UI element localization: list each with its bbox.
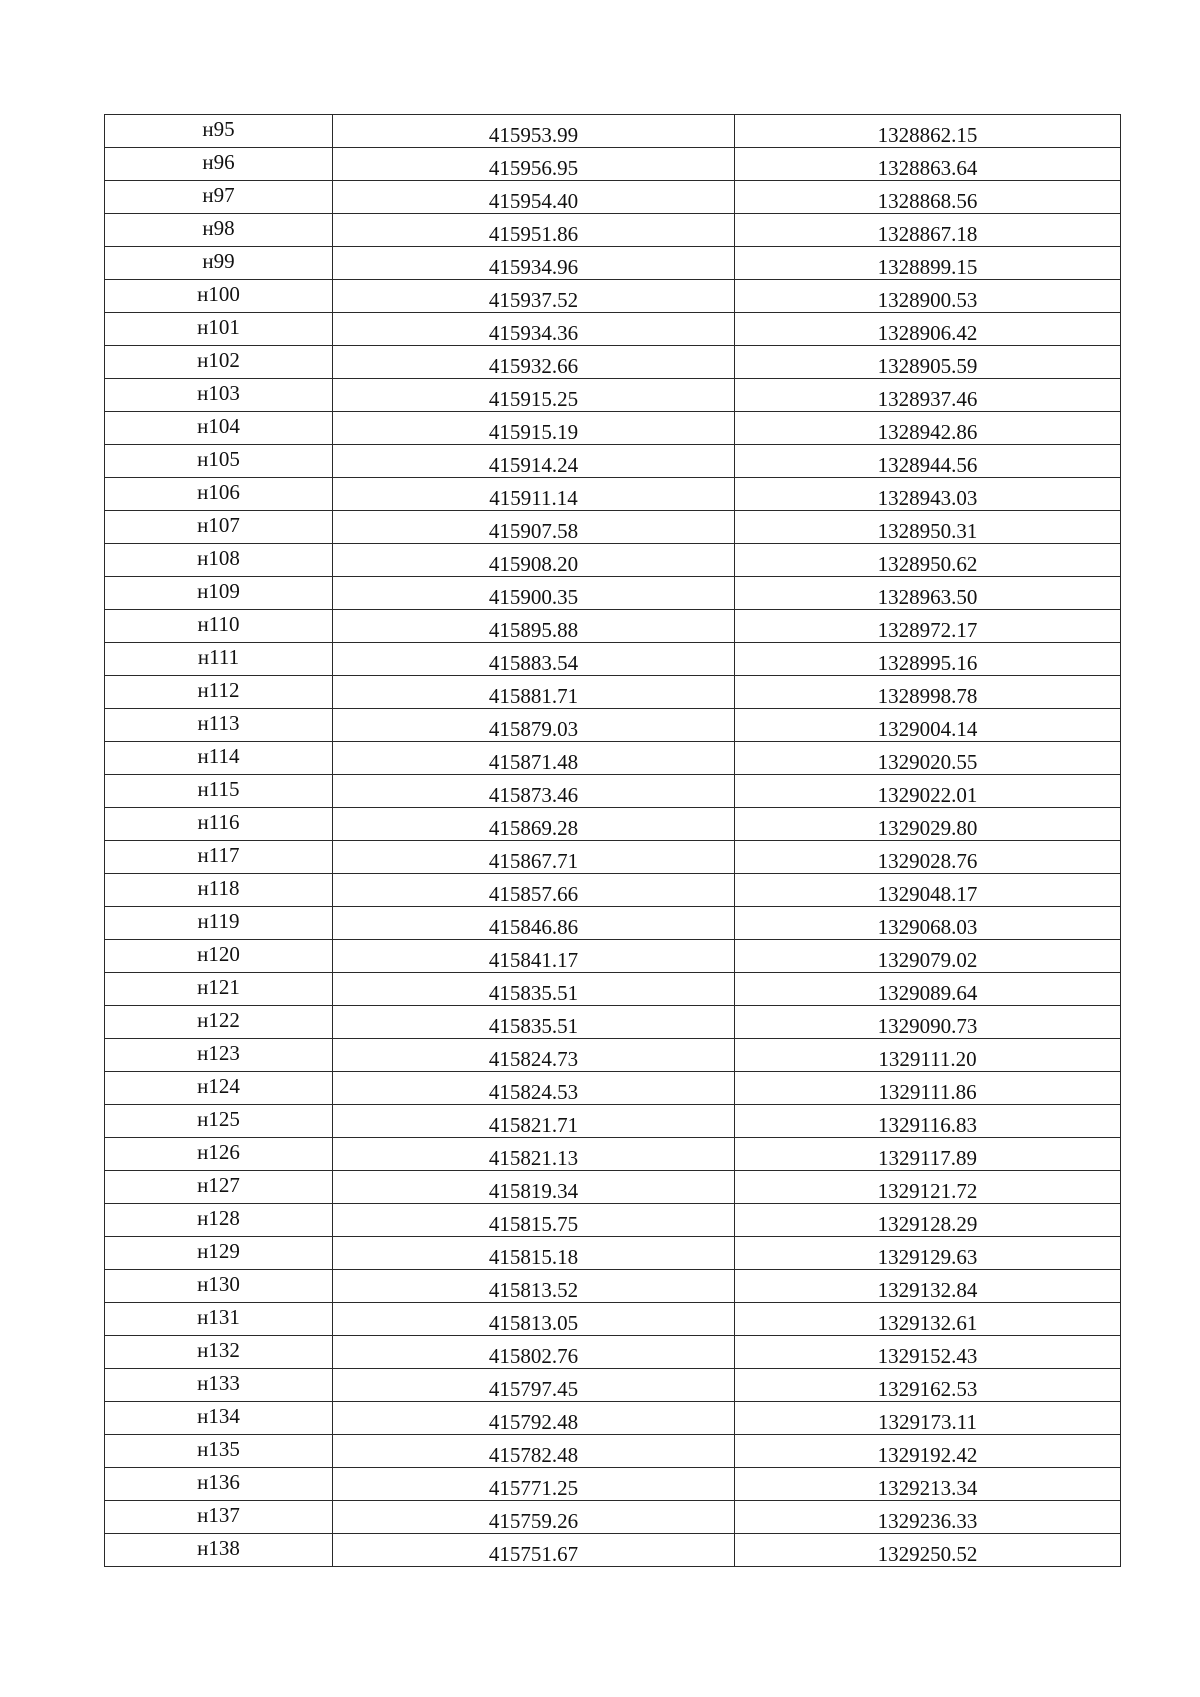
y-coordinate-cell: 1328905.59 [735, 346, 1121, 379]
table-row [105, 1501, 1121, 1534]
y-coordinate-cell: 1329236.33 [735, 1501, 1121, 1534]
table-row [105, 1534, 1121, 1567]
y-coordinate-cell: 1329213.34 [735, 1468, 1121, 1501]
table-row [105, 511, 1121, 544]
x-coordinate-cell: 415937.52 [333, 280, 735, 313]
y-coordinate-cell: 1328906.42 [735, 313, 1121, 346]
y-coordinate-cell: 1329121.72 [735, 1171, 1121, 1204]
x-coordinate-cell: 415883.54 [333, 643, 735, 676]
x-coordinate-cell: 415867.71 [333, 841, 735, 874]
x-coordinate-cell: 415932.66 [333, 346, 735, 379]
y-coordinate-cell: 1329022.01 [735, 775, 1121, 808]
y-coordinate-cell: 1329029.80 [735, 808, 1121, 841]
table-row [105, 280, 1121, 313]
point-number-cell: н131 [105, 1303, 333, 1336]
y-coordinate-cell: 1328998.78 [735, 676, 1121, 709]
x-coordinate-cell: 415914.24 [333, 445, 735, 478]
y-coordinate-cell: 1329089.64 [735, 973, 1121, 1006]
y-coordinate-cell: 1328963.50 [735, 577, 1121, 610]
x-coordinate-cell: 415954.40 [333, 181, 735, 214]
table-row [105, 676, 1121, 709]
table-row [105, 1435, 1121, 1468]
y-coordinate-cell: 1329079.02 [735, 940, 1121, 973]
x-coordinate-cell: 415813.52 [333, 1270, 735, 1303]
x-coordinate-cell: 415879.03 [333, 709, 735, 742]
x-coordinate-cell: 415813.05 [333, 1303, 735, 1336]
point-number-cell: н111 [105, 643, 333, 676]
point-number-cell: н105 [105, 445, 333, 478]
y-coordinate-cell: 1328863.64 [735, 148, 1121, 181]
y-coordinate-cell: 1329117.89 [735, 1138, 1121, 1171]
x-coordinate-cell: 415915.19 [333, 412, 735, 445]
x-coordinate-cell: 415841.17 [333, 940, 735, 973]
x-coordinate-cell: 415821.71 [333, 1105, 735, 1138]
x-coordinate-cell: 415819.34 [333, 1171, 735, 1204]
y-coordinate-cell: 1329028.76 [735, 841, 1121, 874]
table-row [105, 1468, 1121, 1501]
point-number-cell: н110 [105, 610, 333, 643]
table-row [105, 841, 1121, 874]
point-number-cell: н137 [105, 1501, 333, 1534]
x-coordinate-cell: 415835.51 [333, 1006, 735, 1039]
x-coordinate-cell: 415824.73 [333, 1039, 735, 1072]
y-coordinate-cell: 1329173.11 [735, 1402, 1121, 1435]
y-coordinate-cell: 1328900.53 [735, 280, 1121, 313]
table-row [105, 247, 1121, 280]
table-row [105, 1006, 1121, 1039]
table-row [105, 610, 1121, 643]
table-row [105, 1336, 1121, 1369]
point-number-cell: н121 [105, 973, 333, 1006]
point-number-cell: н134 [105, 1402, 333, 1435]
table-row [105, 742, 1121, 775]
table-row [105, 1138, 1121, 1171]
point-number-cell: н109 [105, 577, 333, 610]
x-coordinate-cell: 415815.18 [333, 1237, 735, 1270]
point-number-cell: н100 [105, 280, 333, 313]
table-row [105, 874, 1121, 907]
y-coordinate-cell: 1329048.17 [735, 874, 1121, 907]
table-row [105, 181, 1121, 214]
x-coordinate-cell: 415907.58 [333, 511, 735, 544]
y-coordinate-cell: 1329162.53 [735, 1369, 1121, 1402]
point-number-cell: н119 [105, 907, 333, 940]
point-number-cell: н102 [105, 346, 333, 379]
point-number-cell: н107 [105, 511, 333, 544]
y-coordinate-cell: 1329192.42 [735, 1435, 1121, 1468]
x-coordinate-cell: 415797.45 [333, 1369, 735, 1402]
point-number-cell: н114 [105, 742, 333, 775]
point-number-cell: н123 [105, 1039, 333, 1072]
table-row [105, 412, 1121, 445]
table-row [105, 1369, 1121, 1402]
point-number-cell: н128 [105, 1204, 333, 1237]
y-coordinate-cell: 1329132.84 [735, 1270, 1121, 1303]
point-number-cell: н122 [105, 1006, 333, 1039]
table-row [105, 478, 1121, 511]
y-coordinate-cell: 1328937.46 [735, 379, 1121, 412]
x-coordinate-cell: 415792.48 [333, 1402, 735, 1435]
point-number-cell: н130 [105, 1270, 333, 1303]
y-coordinate-cell: 1328942.86 [735, 412, 1121, 445]
y-coordinate-cell: 1329111.86 [735, 1072, 1121, 1105]
point-number-cell: н135 [105, 1435, 333, 1468]
table-row [105, 115, 1121, 148]
table-row [105, 214, 1121, 247]
point-number-cell: н136 [105, 1468, 333, 1501]
y-coordinate-cell: 1329132.61 [735, 1303, 1121, 1336]
point-number-cell: н106 [105, 478, 333, 511]
y-coordinate-cell: 1328943.03 [735, 478, 1121, 511]
table-row [105, 1072, 1121, 1105]
point-number-cell: н103 [105, 379, 333, 412]
y-coordinate-cell: 1328995.16 [735, 643, 1121, 676]
y-coordinate-cell: 1329152.43 [735, 1336, 1121, 1369]
point-number-cell: н126 [105, 1138, 333, 1171]
point-number-cell: н127 [105, 1171, 333, 1204]
x-coordinate-cell: 415895.88 [333, 610, 735, 643]
point-number-cell: н129 [105, 1237, 333, 1270]
table-row [105, 1303, 1121, 1336]
x-coordinate-cell: 415934.36 [333, 313, 735, 346]
point-number-cell: н115 [105, 775, 333, 808]
point-number-cell: н120 [105, 940, 333, 973]
point-number-cell: н116 [105, 808, 333, 841]
y-coordinate-cell: 1328950.62 [735, 544, 1121, 577]
table-row [105, 907, 1121, 940]
table-row [105, 709, 1121, 742]
x-coordinate-cell: 415900.35 [333, 577, 735, 610]
point-number-cell: н108 [105, 544, 333, 577]
table-row [105, 577, 1121, 610]
y-coordinate-cell: 1329004.14 [735, 709, 1121, 742]
x-coordinate-cell: 415857.66 [333, 874, 735, 907]
point-number-cell: н117 [105, 841, 333, 874]
point-number-cell: н112 [105, 676, 333, 709]
x-coordinate-cell: 415881.71 [333, 676, 735, 709]
x-coordinate-cell: 415953.99 [333, 115, 735, 148]
point-number-cell: н138 [105, 1534, 333, 1567]
table-row [105, 808, 1121, 841]
table-row [105, 973, 1121, 1006]
point-number-cell: н133 [105, 1369, 333, 1402]
x-coordinate-cell: 415934.96 [333, 247, 735, 280]
y-coordinate-cell: 1328868.56 [735, 181, 1121, 214]
table-row [105, 1270, 1121, 1303]
table-row [105, 148, 1121, 181]
y-coordinate-cell: 1329020.55 [735, 742, 1121, 775]
y-coordinate-cell: 1328944.56 [735, 445, 1121, 478]
x-coordinate-cell: 415815.75 [333, 1204, 735, 1237]
point-number-cell: н113 [105, 709, 333, 742]
x-coordinate-cell: 415759.26 [333, 1501, 735, 1534]
x-coordinate-cell: 415782.48 [333, 1435, 735, 1468]
point-number-cell: н124 [105, 1072, 333, 1105]
x-coordinate-cell: 415751.67 [333, 1534, 735, 1567]
x-coordinate-cell: 415915.25 [333, 379, 735, 412]
table-row [105, 544, 1121, 577]
table-row [105, 643, 1121, 676]
x-coordinate-cell: 415771.25 [333, 1468, 735, 1501]
y-coordinate-cell: 1328972.17 [735, 610, 1121, 643]
point-number-cell: н97 [105, 181, 333, 214]
table-row [105, 1171, 1121, 1204]
x-coordinate-cell: 415802.76 [333, 1336, 735, 1369]
y-coordinate-cell: 1329129.63 [735, 1237, 1121, 1270]
y-coordinate-cell: 1329068.03 [735, 907, 1121, 940]
x-coordinate-cell: 415956.95 [333, 148, 735, 181]
point-number-cell: н125 [105, 1105, 333, 1138]
table-row [105, 346, 1121, 379]
x-coordinate-cell: 415835.51 [333, 973, 735, 1006]
table-row [105, 775, 1121, 808]
table-row [105, 1237, 1121, 1270]
x-coordinate-cell: 415951.86 [333, 214, 735, 247]
point-number-cell: н101 [105, 313, 333, 346]
point-number-cell: н132 [105, 1336, 333, 1369]
x-coordinate-cell: 415821.13 [333, 1138, 735, 1171]
y-coordinate-cell: 1329090.73 [735, 1006, 1121, 1039]
table-row [105, 1204, 1121, 1237]
point-number-cell: н99 [105, 247, 333, 280]
table-row [105, 1105, 1121, 1138]
point-number-cell: н118 [105, 874, 333, 907]
x-coordinate-cell: 415911.14 [333, 478, 735, 511]
x-coordinate-cell: 415873.46 [333, 775, 735, 808]
table-row [105, 1039, 1121, 1072]
table-row [105, 1402, 1121, 1435]
x-coordinate-cell: 415869.28 [333, 808, 735, 841]
y-coordinate-cell: 1329128.29 [735, 1204, 1121, 1237]
coordinates-table-body [105, 115, 1121, 1567]
point-number-cell: н95 [105, 115, 333, 148]
y-coordinate-cell: 1329116.83 [735, 1105, 1121, 1138]
x-coordinate-cell: 415871.48 [333, 742, 735, 775]
y-coordinate-cell: 1328862.15 [735, 115, 1121, 148]
x-coordinate-cell: 415908.20 [333, 544, 735, 577]
point-number-cell: н98 [105, 214, 333, 247]
x-coordinate-cell: 415846.86 [333, 907, 735, 940]
y-coordinate-cell: 1328950.31 [735, 511, 1121, 544]
table-row [105, 313, 1121, 346]
y-coordinate-cell: 1328899.15 [735, 247, 1121, 280]
table-row [105, 940, 1121, 973]
y-coordinate-cell: 1328867.18 [735, 214, 1121, 247]
point-number-cell: н104 [105, 412, 333, 445]
point-number-cell: н96 [105, 148, 333, 181]
y-coordinate-cell: 1329250.52 [735, 1534, 1121, 1567]
x-coordinate-cell: 415824.53 [333, 1072, 735, 1105]
y-coordinate-cell: 1329111.20 [735, 1039, 1121, 1072]
coordinates-table [104, 114, 1121, 1567]
table-row [105, 379, 1121, 412]
table-row [105, 445, 1121, 478]
